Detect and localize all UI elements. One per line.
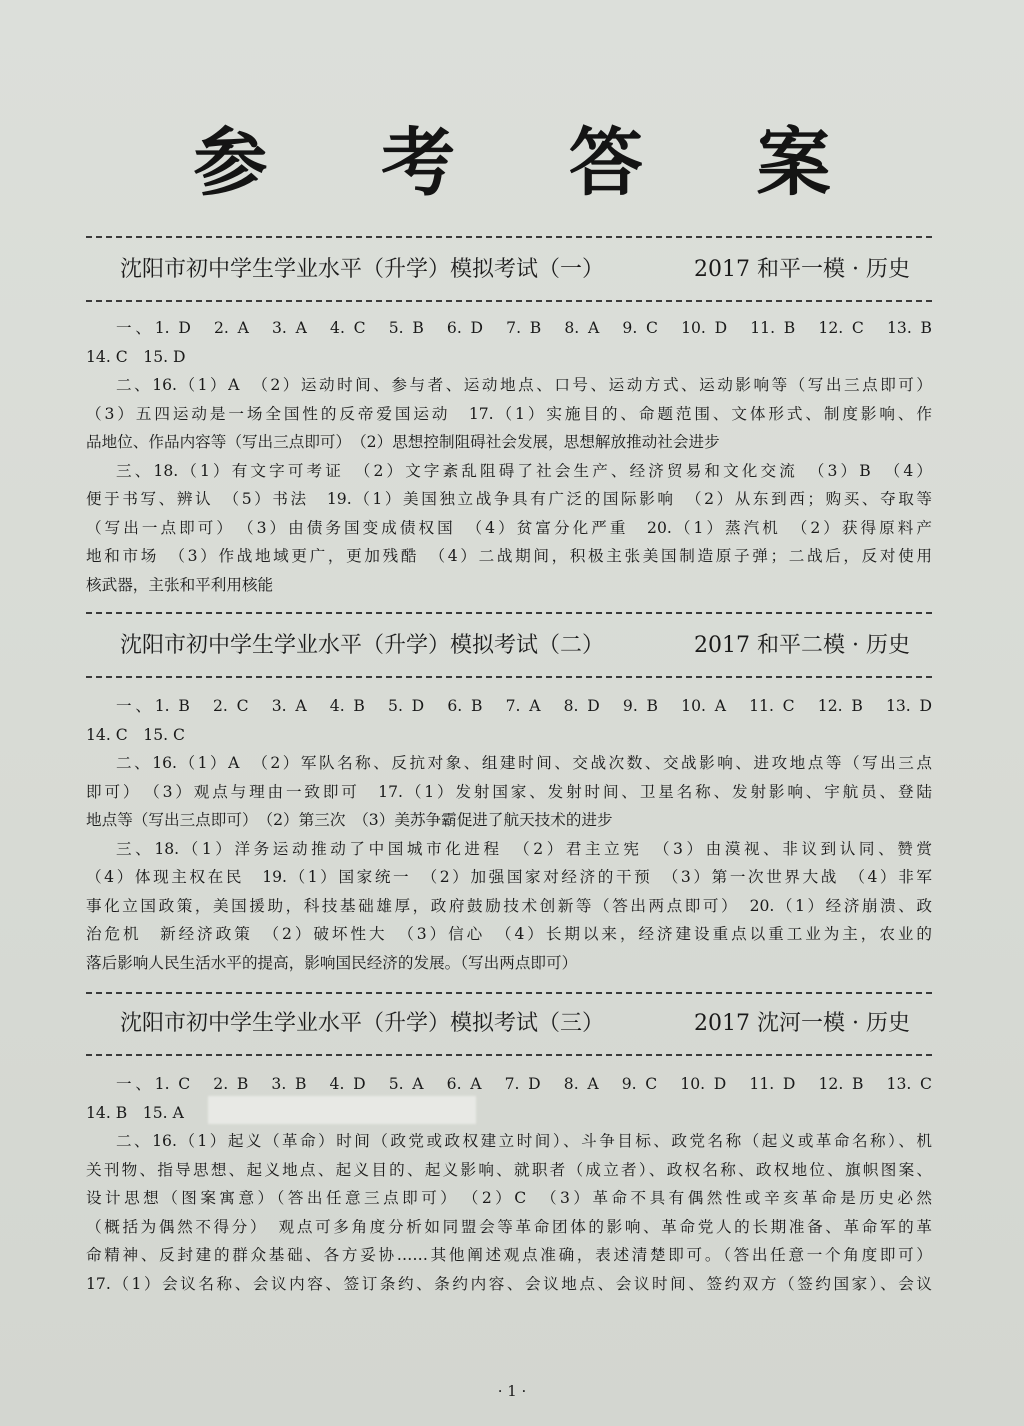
- dashed-divider: [86, 992, 932, 994]
- section-heading-title: 沈阳市初中学生学业水平（升学）模拟考试（三）: [120, 1011, 605, 1036]
- answer-line: 14. C 15. D: [86, 347, 186, 366]
- page-number: · 1 ·: [497, 1382, 527, 1400]
- answer-line: 事化立国政策，美国援助，科技基础雄厚，政府鼓励技术创新等（答出两点即可） 20.（1）经济崩溃、政: [86, 896, 932, 915]
- answer-line: 二、16.（1）A （2）运动时间、参与者、运动地点、口号、运动方式、运动影响等（写出三点即可）: [116, 376, 932, 394]
- section-heading-subject: 2017 沈河一模 · 历史: [694, 1011, 910, 1036]
- answer-line: 一、1. B 2. C 3. A 4. B 5. D 6. B 7. A 8. D 9. B 10. A 11. C 12. B 13. D: [116, 697, 932, 715]
- section-answers-3: [86, 1070, 932, 1298]
- answer-line: 落后影响人民生活水平的提高，影响国民经济的发展。（写出两点即可）: [86, 953, 578, 972]
- section-heading-3: [120, 1004, 910, 1044]
- section-answers-1: [86, 314, 932, 599]
- answer-line: 三、18.（1）有文字可考证 （2）文字紊乱阻碍了社会生产、经济贸易和文化交流 （3）B （4）: [116, 461, 932, 480]
- dashed-divider: [86, 236, 932, 238]
- dashed-divider: [86, 1054, 932, 1056]
- answer-line: 治危机 新经济政策 （2）破坏性大 （3）信心 （4）长期以来，经济建设重点以重工业为主，农业的: [86, 925, 932, 943]
- answer-line: 品地位、作品内容等（写出三点即可） （2）思想控制阻碍社会发展，思想解放推动社会进步: [86, 433, 720, 451]
- answer-line: 地和市场 （3）作战地域更广，更加残酷 （4）二战期间，积极主张美国制造原子弹；二战后，反对使用: [86, 547, 932, 565]
- answer-line: 三、18.（1）洋务运动推动了中国城市化进程 （2）君主立宪 （3）由漠视、非议到认同、赞赏: [116, 839, 932, 858]
- answer-line: 设计思想（图案寓意）（答出任意三点即可） （2）C （3）革命不具有偶然性或辛亥革命是历史必然: [86, 1189, 932, 1207]
- answer-line: 便于书写、辨认 （5）书法 19.（1）美国独立战争具有广泛的国际影响 （2）从东到西；购买、夺取等: [86, 490, 932, 508]
- answer-line: 17.（1）会议名称、会议内容、签订条约、条约内容、会议地点、会议时间、签约双方（签约国家）、会议: [86, 1274, 932, 1293]
- answer-line: 14. B 15. A: [86, 1103, 184, 1122]
- section-heading-subject: 2017 和平二模 · 历史: [694, 633, 910, 658]
- answer-line: 一、1. C 2. B 3. B 4. D 5. A 6. A 7. D 8. A 9. C 10. D 11. D 12. B 13. C: [116, 1075, 932, 1093]
- answer-line: 一、1. D 2. A 3. A 4. C 5. B 6. D 7. B 8. A 9. C 10. D 11. B 12. C 13. B: [116, 319, 932, 337]
- dashed-divider: [86, 612, 932, 614]
- answer-line: 14. C 15. C: [86, 725, 185, 744]
- answer-line: 核武器，主张和平利用核能: [86, 575, 274, 594]
- page-title: 参 考 答 案: [193, 120, 875, 206]
- section-heading-title: 沈阳市初中学生学业水平（升学）模拟考试（一）: [120, 257, 605, 282]
- answer-line: （概括为偶然不得分） 观点可多角度分析如同盟会等革命团体的影响、革命党人的长期准备、革命军的革: [86, 1217, 932, 1236]
- answer-line: 地点等（写出三点即可） （2）第三次 （3）美苏争霸促进了航天技术的进步: [86, 811, 613, 829]
- answer-line: 命精神、反封建的群众基础、各方妥协……其他阐述观点准确，表述清楚即可。（答出任意一个角度即可）: [86, 1246, 932, 1264]
- section-heading-1: [120, 250, 910, 290]
- answer-line: （写出一点即可） （3）由债务国变成债权国 （4）贫富分化严重 20.（1）蒸汽机 （2）获得原料产: [86, 518, 932, 537]
- dashed-divider: [86, 300, 932, 302]
- section-heading-title: 沈阳市初中学生学业水平（升学）模拟考试（二）: [120, 633, 605, 658]
- section-heading-subject: 2017 和平一模 · 历史: [694, 257, 910, 282]
- dashed-divider: [86, 676, 932, 678]
- answer-line: 即可） （3）观点与理由一致即可 17.（1）发射国家、发射时间、卫星名称、发射影响、宇航员、登陆: [86, 782, 932, 801]
- section-answers-2: [86, 692, 932, 977]
- answer-line: （4）体现主权在民 19.（1）国家统一 （2）加强国家对经济的干预 （3）第一次世界大战 （4）非军: [86, 868, 932, 886]
- answer-line: （3）五四运动是一场全国性的反帝爱国运动 17.（1）实施目的、命题范围、文体形式、制度影响、作: [86, 404, 932, 423]
- answer-line: 二、16.（1）起义（革命）时间（政党或政权建立时间）、斗争目标、政党名称（起义或革命名称）、机: [116, 1132, 932, 1150]
- section-heading-2: [120, 626, 910, 666]
- answer-line: 关刊物、指导思想、起义地点、起义目的、起义影响、就职者（成立者）、政权名称、政权地位、旗帜图案、: [86, 1160, 932, 1179]
- answer-line: 二、16.（1）A （2）军队名称、反抗对象、组建时间、交战次数、交战影响、进攻地点等（写出三点: [116, 754, 932, 772]
